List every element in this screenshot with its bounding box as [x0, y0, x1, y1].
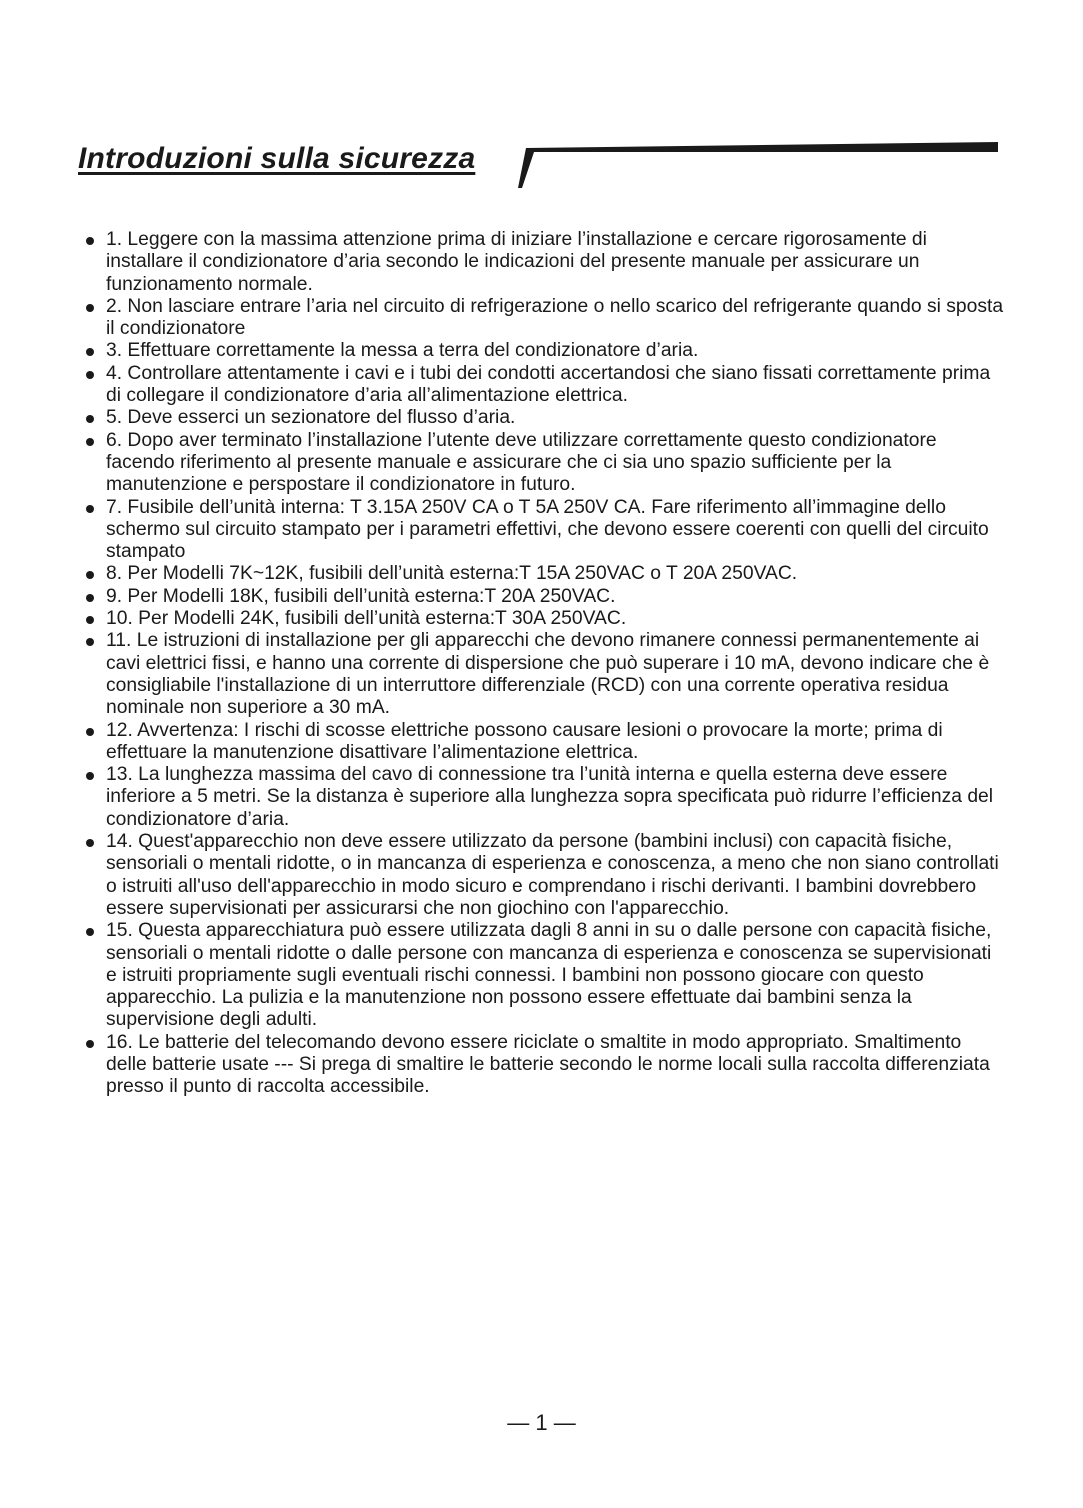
list-item	[86, 630, 1006, 719]
bullet-icon	[86, 237, 94, 245]
list-item	[86, 720, 1006, 765]
list-item-text: 14. Quest'apparecchio non deve essere utilizzato da persone (bambini inclusi) con capacità fisiche, sensoriali o mentali ridotte, o in mancanza di esperienza e conoscenza, a meno che non siano controllati o istruiti all'uso dell'apparecchio in modo sicuro e comprendano i rischi derivanti. I bambini dovrebbero essere supervisionati per assicurarsi che non giochino con l'apparecchio.	[106, 831, 999, 919]
list-item	[86, 497, 1006, 564]
list-item	[86, 229, 1006, 296]
bullet-icon	[86, 594, 94, 602]
list-item-text: 6. Dopo aver terminato l’installazione l’utente deve utilizzare correttamente questo condizionatore facendo riferimento al presente manuale e assicurare che ci sia uno spazio sufficiente per la manutenzione e perspostare il condizionatore in futuro.	[106, 429, 937, 496]
bullet-icon	[86, 415, 94, 423]
bullet-icon	[86, 505, 94, 513]
list-item-text: 16. Le batterie del telecomando devono essere riciclate o smaltite in modo appropriato. Smaltimento delle batterie usate --- Si prega di smaltire le batterie secondo le norme locali sulla raccolta differenziata presso il punto di raccolta accessibile.	[106, 1031, 990, 1098]
list-item	[86, 430, 1006, 497]
bullet-icon	[86, 928, 94, 936]
safety-instructions-list	[86, 229, 1006, 1099]
bullet-icon	[86, 839, 94, 847]
list-item-text: 11. Le istruzioni di installazione per gli apparecchi che devono rimanere connessi permanentemente ai cavi elettrici fissi, e hanno una corrente di dispersione che può superare i 10 mA, devono indicare che è consigliabile l'installazione di un interruttore differenziale (RCD) con una corrente operativa residua nominale non superiore a 30 mA.	[106, 630, 990, 719]
list-item	[86, 363, 1006, 408]
bullet-icon	[86, 638, 94, 646]
list-item	[86, 296, 1006, 341]
list-item-text: 1. Leggere con la massima attenzione prima di iniziare l’installazione e cercare rigorosamente di installare il condizionatore d’aria secondo le indicazioni del presente manuale per assicurare un funzionamento normale.	[106, 229, 927, 295]
list-item-text: 5. Deve esserci un sezionatore del flusso d’aria.	[106, 407, 516, 429]
list-item-text: 15. Questa apparecchiatura può essere utilizzata dagli 8 anni in su o dalle persone con capacità fisiche, sensoriali o mentali ridotte o dalle persone con mancanza di esperienza e conoscenza se supervisionati e istruiti propriamente sugli eventuali rischi connessi. I bambini non possono giocare con questo apparecchio. La pulizia e la manutenzione non possono essere effettuate dai bambini senza la supervisione degli adulti.	[106, 920, 992, 1031]
list-item	[86, 608, 1006, 630]
list-item-text: 7. Fusibile dell’unità interna: T 3.15A 250V CA o T 5A 250V CA. Fare riferimento all’immagine dello schermo sul circuito stampato per i parametri effettivi, che devono essere coerenti con quelli del circuito stampato	[106, 496, 989, 563]
list-item	[86, 764, 1006, 831]
bullet-icon	[86, 571, 94, 579]
list-item	[86, 1032, 1006, 1099]
list-item-text: 4. Controllare attentamente i cavi e i tubi dei condotti accertandosi che siano fissati correttamente prima di collegare il condizionatore d’aria all’alimentazione elettrica.	[106, 362, 991, 407]
list-item-text: 12. Avvertenza: I rischi di scosse elettriche possono causare lesioni o provocare la morte; prima di effettuare la manutenzione disattivare l’alimentazione elettrica.	[106, 719, 943, 763]
bullet-icon	[86, 1040, 94, 1048]
page-number: — 1 —	[507, 1410, 576, 1435]
list-item	[86, 586, 1006, 608]
list-item-text: 3. Effettuare correttamente la messa a terra del condizionatore d’aria.	[106, 340, 699, 362]
list-item	[86, 563, 1006, 585]
list-item-text: 13. La lunghezza massima del cavo di connessione tra l’unità interna e quella esterna deve essere inferiore a 5 metri. Se la distanza è superiore alla lunghezza sopra specificata può ridurre l’efficienza del condizionatore d’aria.	[106, 764, 994, 830]
list-item	[86, 340, 1006, 362]
bullet-icon	[86, 371, 94, 379]
bullet-icon	[86, 438, 94, 446]
list-item-text: 8. Per Modelli 7K~12K, fusibili dell’unità esterna:T 15A 250VAC o T 20A 250VAC.	[106, 563, 798, 585]
list-item-text: 10. Per Modelli 24K, fusibili dell’unità esterna:T 30A 250VAC.	[106, 608, 627, 630]
bullet-icon	[86, 304, 94, 312]
section-heading	[78, 140, 998, 190]
list-item	[86, 920, 1006, 1031]
bullet-icon	[86, 348, 94, 356]
list-item-text: 2. Non lasciare entrare l’aria nel circuito di refrigerazione o nello scarico del refrigerante quando si sposta il condizionatore	[106, 295, 1004, 340]
bullet-icon	[86, 728, 94, 736]
list-item	[86, 831, 1006, 920]
bullet-icon	[86, 616, 94, 624]
list-item	[86, 407, 1006, 429]
list-item-text: 9. Per Modelli 18K, fusibili dell’unità esterna:T 20A 250VAC.	[106, 585, 616, 607]
page-title: Introduzioni sulla sicurezza	[78, 142, 476, 175]
bullet-icon	[86, 772, 94, 780]
